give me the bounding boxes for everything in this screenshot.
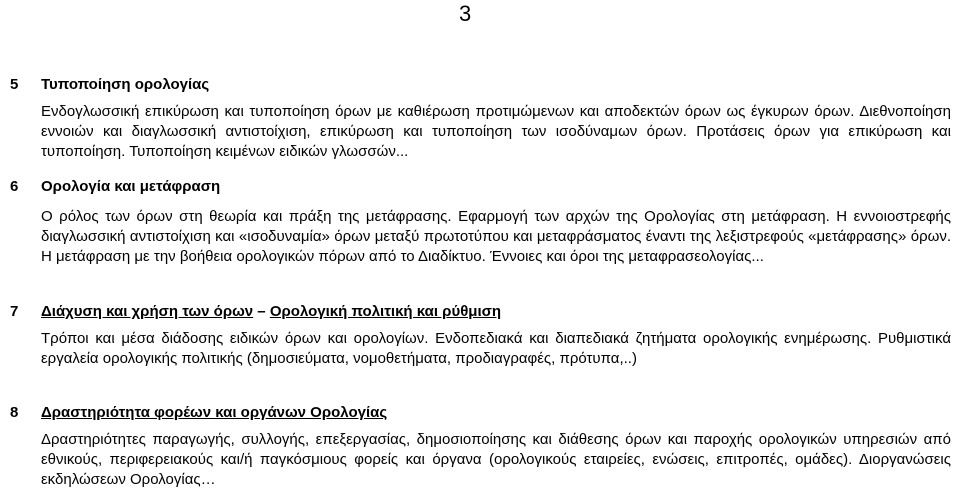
section-title-separator: – <box>253 303 270 320</box>
section-title-part-1: Διάχυση και χρήση των όρων <box>41 303 254 320</box>
section-number: 7 <box>10 303 19 320</box>
section-title <box>41 302 501 322</box>
section-body: Ενδογλωσσική επικύρωση και τυποποίηση όρων με καθιέρωση προτιμώμενων και αποδεκτών όρων ως έγκυρων όρων. Διεθνοποίηση εννοιών και διαγλωσσική αντιστοίχιση, επικύρωση και τυποποίηση των ισοδύναμων όρων. Προτάσεις όρων για επικύρωση και τυποποίηση. Τυποποίηση κειμένων ειδικών γλωσσών... <box>41 103 951 160</box>
section-body: Τρόποι και μέσα διάδοσης ειδικών όρων και ορολογίων. Ενδοπεδιακά και διαπεδιακά ζητήματα ορολογικής ενημέρωσης. Ρυθμιστικά εργαλεία ορολογικής πολιτικής (δημοσιεύματα, νομοθετήματα, προδιαγραφές, πρότυπα,..) <box>41 330 951 367</box>
section-title-part-2: Ορολογική πολιτική και ρύθμιση <box>269 303 502 320</box>
section-number: 6 <box>10 178 19 195</box>
section-title: Δραστηριότητα φορέων και οργάνων Ορολογίας <box>41 404 388 421</box>
section-title: Τυποποίηση ορολογίας <box>41 76 210 93</box>
section-number: 8 <box>10 404 19 421</box>
section-title: Ορολογία και μετάφραση <box>41 178 221 195</box>
page-number: 3 <box>459 1 472 26</box>
section-body: Δραστηριότητες παραγωγής, συλλογής, επεξεργασίας, δημοσιοποίησης και διάθεσης όρων και παροχής ορολογικών υπηρεσιών από εθνικούς, περιφερειακούς και/ή παγκόσμιους φορείς και όργανα (ορολογικούς εταιρείες, ενώσεις, επιτροπές, ομάδες). Διοργανώσεις εκδηλώσεων Ορολογίας… <box>41 431 951 488</box>
section-number: 5 <box>10 76 19 93</box>
section-body: Ο ρόλος των όρων στη θεωρία και πράξη της μετάφρασης. Εφαρμογή των αρχών της Ορολογίας στη μετάφραση. Η εννοιοστρεφής διαγλωσσική αντιστοίχιση και «ισοδυναμία» όρων μεταξύ πρωτοτύπου και μεταφράσματος έναντι της λεξιστρεφούς «μετάφρασης» όρων. Η μετάφραση με την βοήθεια ορολογικών πόρων από το Διαδίκτυο. Έννοιες και όροι της μεταφρασεολογίας... <box>41 208 951 265</box>
